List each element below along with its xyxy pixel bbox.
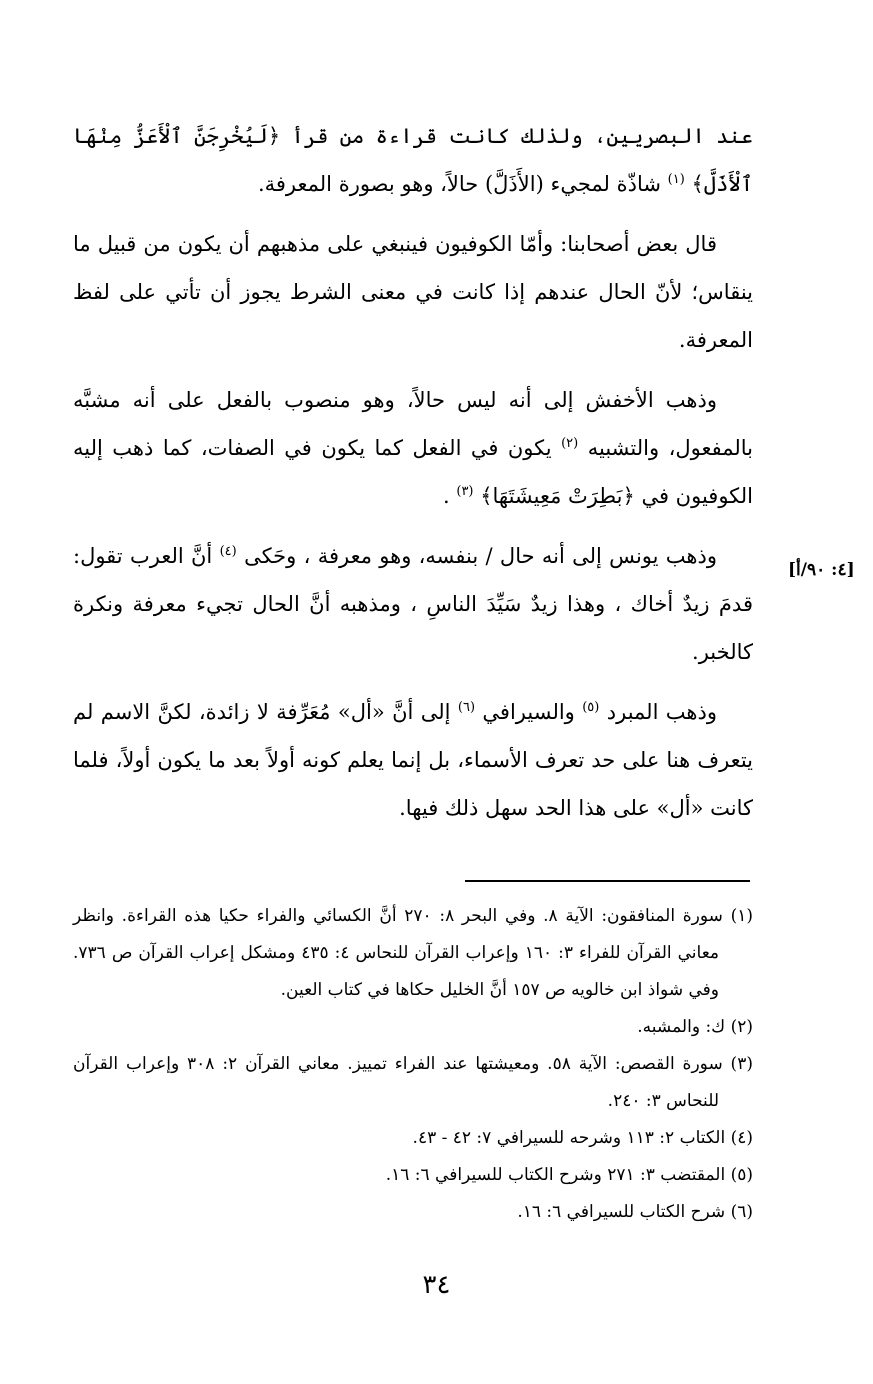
- paragraph-5: [73, 688, 753, 832]
- text-run: شاذّة لمجيء (الأَذَلَّ) حالاً، وهو بصورة المعرفة.: [257, 172, 661, 196]
- footnote-separator: [465, 880, 750, 882]
- paragraph-4: [73, 532, 753, 676]
- footnote-marker: (٦): [457, 700, 476, 715]
- page-number: ٣٤: [422, 1270, 451, 1300]
- main-text: [73, 112, 753, 844]
- footnotes: [73, 898, 753, 1231]
- text-run: عند البصريين، ولذلك كانت قراءة من قرأ: [291, 124, 753, 148]
- manuscript-folio-reference: [٤: ٩٠/أ]: [788, 560, 855, 580]
- text-run: .: [442, 484, 450, 508]
- text-run: يكون في الفعل كما يكون في الصفات، كما ذهب إليه الكوفيون في: [73, 436, 753, 508]
- footnote-4: (٤) الكتاب ٢: ١١٣ وشرحه للسيرافي ٧: ٤٢ - ٤٣.: [412, 1128, 753, 1148]
- quran-quote: ﴿بَطِرَتْ مَعِيشَتَهَا﴾: [480, 484, 635, 508]
- text-run: وذهب الأخفش إلى أنه ليس حالاً، وهو منصوب بالفعل على أنه مشبَّه بالمفعول، والتشبيه: [73, 388, 753, 460]
- text-run: والسيرافي: [482, 700, 575, 724]
- paragraph-1: [73, 112, 753, 208]
- footnote-6: (٦) شرح الكتاب للسيرافي ٦: ١٦.: [517, 1202, 753, 1222]
- footnote-3: (٣) سورة القصص: الآية ٥٨. ومعيشتها عند الفراء تمييز. معاني القرآن ٢: ٣٠٨ وإعراب القرآن للنحاس ٣: ٢٤٠.: [73, 1054, 753, 1111]
- text-run: أنَّ العرب تقول: قدمَ زيدٌ أخاك ، وهذا زيدٌ سَيِّدَ الناسِ ، ومذهبه أنَّ الحال تجيء معرفة ونكرة كالخبر.: [73, 544, 753, 664]
- text-run: قال بعض أصحابنا: وأمّا الكوفيون فينبغي على مذهبهم أن يكون من قبيل ما ينقاس؛ لأنّ الحال عندهم إذا كانت في معنى الشرط يجوز أن تأتي على لفظ المعرفة.: [73, 232, 753, 352]
- text-run: وذهب يونس إلى أنه حال / بنفسه، وهو معرفة ، وحَكى: [244, 544, 717, 568]
- paragraph-2: [73, 220, 753, 364]
- text-run: إلى أنَّ «أل» مُعَرِّفة لا زائدة، لكنَّ الاسم لم يتعرف هنا على حد تعرف الأسماء، بل إنما يعلم كونه أولاً بعد ما يكون أولاً، فلما كانت «أل» على هذا الحد سهل ذلك فيها.: [73, 700, 753, 820]
- text-run: وذهب المبرد: [606, 700, 717, 724]
- footnote-marker: (٣): [456, 484, 474, 499]
- footnote-marker: (٥): [582, 700, 600, 715]
- paragraph-3: [73, 376, 753, 520]
- footnote-marker: (١): [667, 172, 685, 187]
- footnote-5: (٥) المقتضب ٣: ٢٧١ وشرح الكتاب للسيرافي ٦: ١٦.: [385, 1165, 753, 1185]
- footnote-2: (٢) ك: والمشبه.: [637, 1017, 753, 1037]
- footnote-marker: (٢): [561, 436, 579, 451]
- quran-quote: ﴿لَيُخْرِجَنَّ ٱلْأَعَزُّ مِنْهَا ٱلْأَذَلَّ﴾: [73, 124, 753, 196]
- footnote-1: (١) سورة المنافقون: الآية ٨. وفي البحر ٨: ٢٧٠ أنَّ الكسائي والفراء حكيا هذه القراءة. وانظر معاني القرآن للفراء ٣: ١٦٠ وإعراب القرآن للنحاس ٤: ٤٣٥ ومشكل إعراب القرآن ص ٧٣٦. وفي شواذ ابن خالويه ص ١٥٧ أنَّ الخليل حكاها في كتاب العين.: [73, 906, 753, 1000]
- footnote-marker: (٤): [219, 544, 237, 559]
